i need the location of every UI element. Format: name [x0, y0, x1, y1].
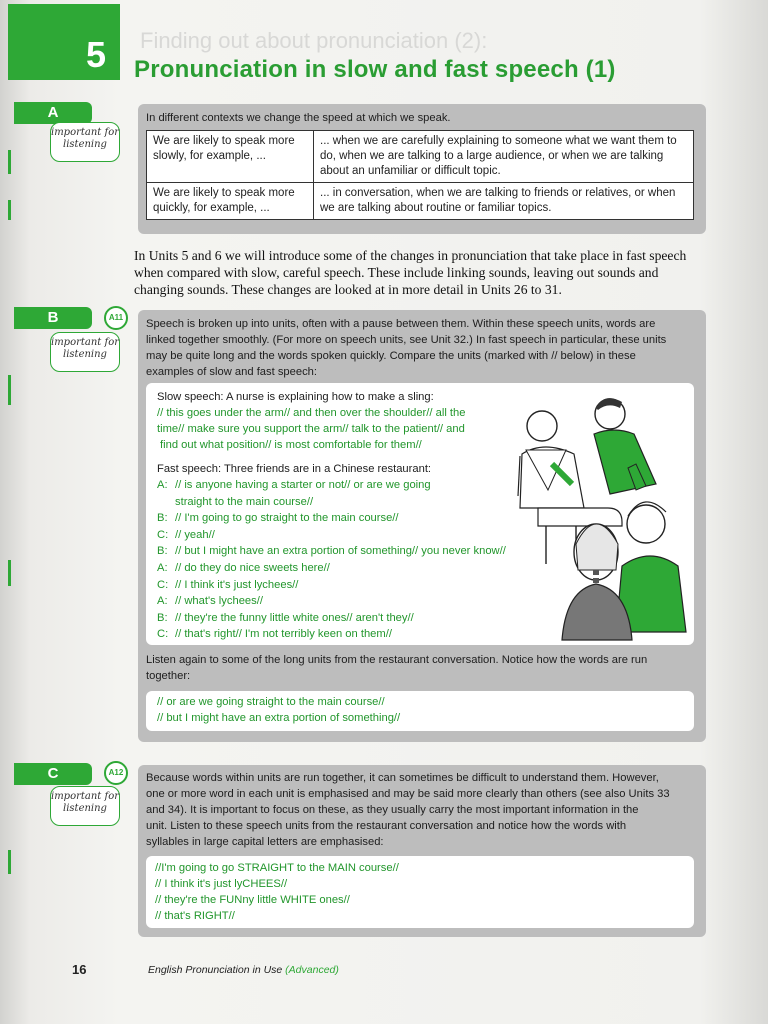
table-row [147, 131, 694, 183]
dialogue-line [157, 626, 392, 642]
dialogue-text: // do they do nice sweets here// [175, 562, 330, 574]
dialogue-text: // I think it's just lychees// [175, 578, 299, 591]
margin-marker [8, 375, 11, 405]
speech-unit: // but I might have an extra portion of something// [157, 712, 401, 724]
slow-speech-heading: Slow speech: A nurse is explaining how to make a sling: [157, 391, 434, 403]
dialogue-line [157, 560, 330, 576]
unit-number: 5 [86, 34, 107, 75]
audio-track-icon[interactable]: A11 [104, 306, 128, 330]
table-cell: We are likely to speak more slowly, for example, ... [147, 131, 314, 183]
text-line: and 34). It is important to focus on these, as they usually carry the most important information in the [146, 804, 639, 816]
bleed-through-text: Finding out about pronunciation (2): [140, 28, 488, 53]
listen-again-text [146, 652, 700, 684]
page-title: Pronunciation in slow and fast speech (1) [134, 56, 616, 83]
slow-speech-line: time// make sure you support the arm// talk to the patient// and [157, 423, 465, 435]
section-b-intro [146, 316, 700, 380]
speech-unit: // they're the FUNny little WHITE ones// [155, 894, 350, 906]
unit-number-box [8, 4, 120, 80]
table-cell: ... in conversation, when we are talking to friends or relatives, or when we are talking about routine or familiar topics. [314, 183, 694, 220]
margin-marker [8, 200, 11, 220]
section-b-label: B [14, 307, 92, 329]
listening-callout: important for listening [50, 332, 120, 372]
speaker-label: B: [157, 611, 168, 624]
margin-marker [8, 560, 11, 586]
speaker-label: A: [157, 562, 168, 574]
dialogue-text: // what's lychees// [175, 595, 263, 608]
margin-marker [8, 850, 11, 874]
dialogue-line [157, 527, 215, 543]
dialogue-line [157, 494, 313, 510]
dialogue-text: // is anyone having a starter or not// or are we going [175, 479, 431, 491]
dialogue-text: // they're the funny little white ones// aren't they// [175, 611, 414, 624]
table-row [147, 183, 694, 220]
text-line: together: [146, 670, 191, 682]
text-line: Listen again to some of the long units from the restaurant conversation. Notice how the words are run [146, 654, 648, 666]
dialogue-text: straight to the main course// [175, 495, 314, 508]
text-line: linked together smoothly. (For more on speech units, see Unit 32.) In fast speech in particular, these units [146, 334, 667, 346]
speaker-label: B: [157, 545, 168, 558]
text-line: Because words within units are run together, it can sometimes be difficult to understand them. However, [146, 772, 659, 784]
table-cell: We are likely to speak more quickly, for example, ... [147, 183, 314, 220]
dialogue-line [157, 610, 414, 626]
dialogue-text: // yeah// [175, 528, 215, 541]
dialogue-line [157, 593, 263, 609]
book-level: (Advanced) [285, 964, 339, 976]
slow-speech-line: // this goes under the arm// and then over the shoulder// all the [157, 407, 466, 419]
text-line: unit. Listen to these speech units from the restaurant conversation and notice how the words with [146, 820, 627, 832]
speech-unit: //I'm going to go STRAIGHT to the MAIN course// [155, 862, 399, 874]
dialogue-line [157, 577, 298, 593]
speech-unit: // that's RIGHT// [155, 910, 235, 922]
dialogue-line [157, 477, 431, 493]
text-line: examples of slow and fast speech: [146, 366, 318, 378]
section-a-label: A [14, 102, 92, 124]
dialogue-line [157, 543, 506, 559]
listening-callout: important for listening [50, 122, 120, 162]
dialogue-text: // I'm going to go straight to the main course// [175, 512, 399, 525]
section-c-label: C [14, 763, 92, 785]
slow-speech-line: find out what position// is most comfortable for them// [160, 439, 422, 451]
speaker-label: C: [157, 528, 169, 541]
listening-callout: important for listening [50, 786, 120, 826]
text-line: syllables in large capital letters are emphasised: [146, 836, 384, 848]
speaker-label: C: [157, 628, 169, 641]
book-title [148, 964, 339, 976]
dialogue-text: // that's right// I'm not terribly keen on them// [175, 628, 392, 641]
margin-marker [8, 150, 11, 174]
text-line: one or more word in each unit is emphasised and may be said more clearly than others (see also Units 33 [146, 788, 670, 800]
speech-unit: // or are we going straight to the main course// [157, 696, 385, 708]
dialogue-line [157, 510, 399, 526]
dialogue-text: // but I might have an extra portion of something// you never know// [175, 545, 506, 558]
text-line: Speech is broken up into units, often with a pause between them. Within these speech units, words are [146, 318, 656, 330]
speed-comparison-table [146, 130, 694, 220]
page-number: 16 [72, 962, 87, 977]
nurse-figure [594, 398, 656, 494]
speaker-label: A: [157, 595, 168, 608]
intro-paragraph: In Units 5 and 6 we will introduce some of the changes in pronunciation that take place in fast speech when compared with slow, careful speech. These include linking sounds, leaving out sounds and changing sounds. These changes are looked at in more detail in Units 26 to 31. [134, 248, 687, 297]
section-a-intro: In different contexts we change the speed at which we speak. [146, 112, 451, 124]
section-c-intro [146, 770, 700, 850]
audio-track-icon[interactable]: A12 [104, 761, 128, 785]
speaker-label: C: [157, 578, 169, 591]
speaker-label: B: [157, 512, 168, 525]
fast-speech-heading: Fast speech: Three friends are in a Chinese restaurant: [157, 463, 432, 475]
restaurant-illustration [516, 394, 688, 642]
speaker-label: A: [157, 479, 168, 491]
text-line: may be quite long and the words spoken quickly. Compare the units (marked with // below) in these [146, 350, 636, 362]
book-title-text: English Pronunciation in Use [148, 964, 283, 976]
table-cell: ... when we are carefully explaining to someone what we want them to do, when we are talking to a large audience, or when we are talking about an unfamiliar or difficult topic. [314, 131, 694, 183]
speech-unit: // I think it's just lyCHEES// [155, 878, 288, 890]
